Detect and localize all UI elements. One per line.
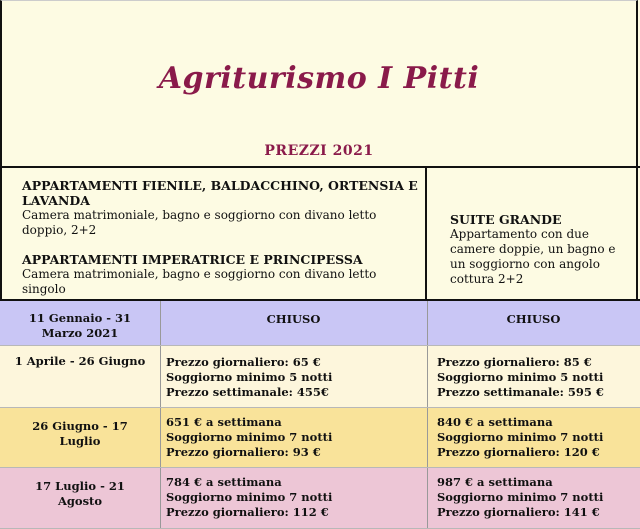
suite-price-cell: [427, 301, 640, 345]
apartments-price-cell: [160, 468, 427, 528]
brand-title: Agriturismo I Pitti: [158, 61, 480, 96]
divider-line: [636, 166, 638, 301]
price-line: Prezzo settimanale: 455€: [166, 385, 329, 399]
price-line: Soggiorno minimo 5 notti: [437, 370, 604, 384]
price-line: 784 € a settimana: [166, 475, 282, 489]
suite-price-cell: [427, 468, 640, 528]
apartments-price-cell: [160, 408, 427, 467]
price-line: 987 € a settimana: [437, 475, 553, 489]
column-divider: [427, 408, 428, 467]
price-row: [0, 408, 640, 468]
price-line: Soggiorno minimo 7 notti: [437, 490, 604, 504]
apartments-price-cell: [160, 346, 427, 407]
closed-label: CHIUSO: [266, 312, 321, 326]
apartments-price-cell: [160, 301, 427, 345]
column-divider: [427, 301, 428, 345]
column-divider: [160, 468, 161, 528]
period-cell: 26 Giugno - 17 Luglio: [32, 419, 128, 448]
suite-description: [450, 212, 620, 287]
price-line: Soggiorno minimo 7 notti: [437, 430, 604, 444]
column-divider: [160, 301, 161, 345]
price-line: Prezzo giornaliero: 85 €: [437, 355, 592, 369]
period-cell: 11 Gennaio - 31 Marzo 2021: [28, 311, 132, 340]
price-line: Prezzo giornaliero: 65 €: [166, 355, 321, 369]
price-row: [0, 468, 640, 529]
price-line: Prezzo settimanale: 595 €: [437, 385, 604, 399]
prices-title: PREZZI 2021: [264, 143, 374, 159]
apartments-group2-text: Camera matrimoniale, bagno e soggiorno con divano letto singolo: [22, 267, 377, 296]
apartments-description: [22, 178, 418, 297]
apartments-group1-title: APPARTAMENTI FIENILE, BALDACCHINO, ORTENSIA E LAVANDA: [22, 178, 418, 208]
suite-title: SUITE GRANDE: [450, 212, 562, 227]
column-divider: [160, 346, 161, 407]
suite-price-cell: [427, 408, 640, 467]
apartments-group1-text: Camera matrimoniale, bagno e soggiorno con divano letto doppio, 2+2: [22, 208, 377, 237]
period-cell: 17 Luglio - 21 Agosto: [35, 479, 125, 508]
price-line: 651 € a settimana: [166, 415, 282, 429]
header-panel: [0, 0, 638, 166]
divider-line: [0, 166, 2, 301]
divider-line: [0, 166, 640, 168]
price-line: 840 € a settimana: [437, 415, 553, 429]
column-divider: [427, 468, 428, 528]
price-row: [0, 346, 640, 408]
divider-line: [425, 166, 427, 301]
closed-label: CHIUSO: [506, 312, 561, 326]
price-line: Soggiorno minimo 7 notti: [166, 490, 333, 504]
price-line: Prezzo giornaliero: 112 €: [166, 505, 329, 519]
period-cell: 1 Aprile - 26 Giugno: [14, 354, 146, 368]
price-line: Soggiorno minimo 5 notti: [166, 370, 333, 384]
price-line: Prezzo giornaliero: 141 €: [437, 505, 600, 519]
suite-text: Appartamento con due camere doppie, un bagno e un soggiorno con angolo cottura 2+2: [450, 227, 616, 286]
apartments-group2-title: APPARTAMENTI IMPERATRICE E PRINCIPESSA: [22, 252, 363, 267]
column-divider: [160, 408, 161, 467]
column-divider: [427, 346, 428, 407]
price-line: Prezzo giornaliero: 120 €: [437, 445, 600, 459]
price-line: Prezzo giornaliero: 93 €: [166, 445, 321, 459]
price-line: Soggiorno minimo 7 notti: [166, 430, 333, 444]
suite-price-cell: [427, 346, 640, 407]
price-row: [0, 301, 640, 346]
